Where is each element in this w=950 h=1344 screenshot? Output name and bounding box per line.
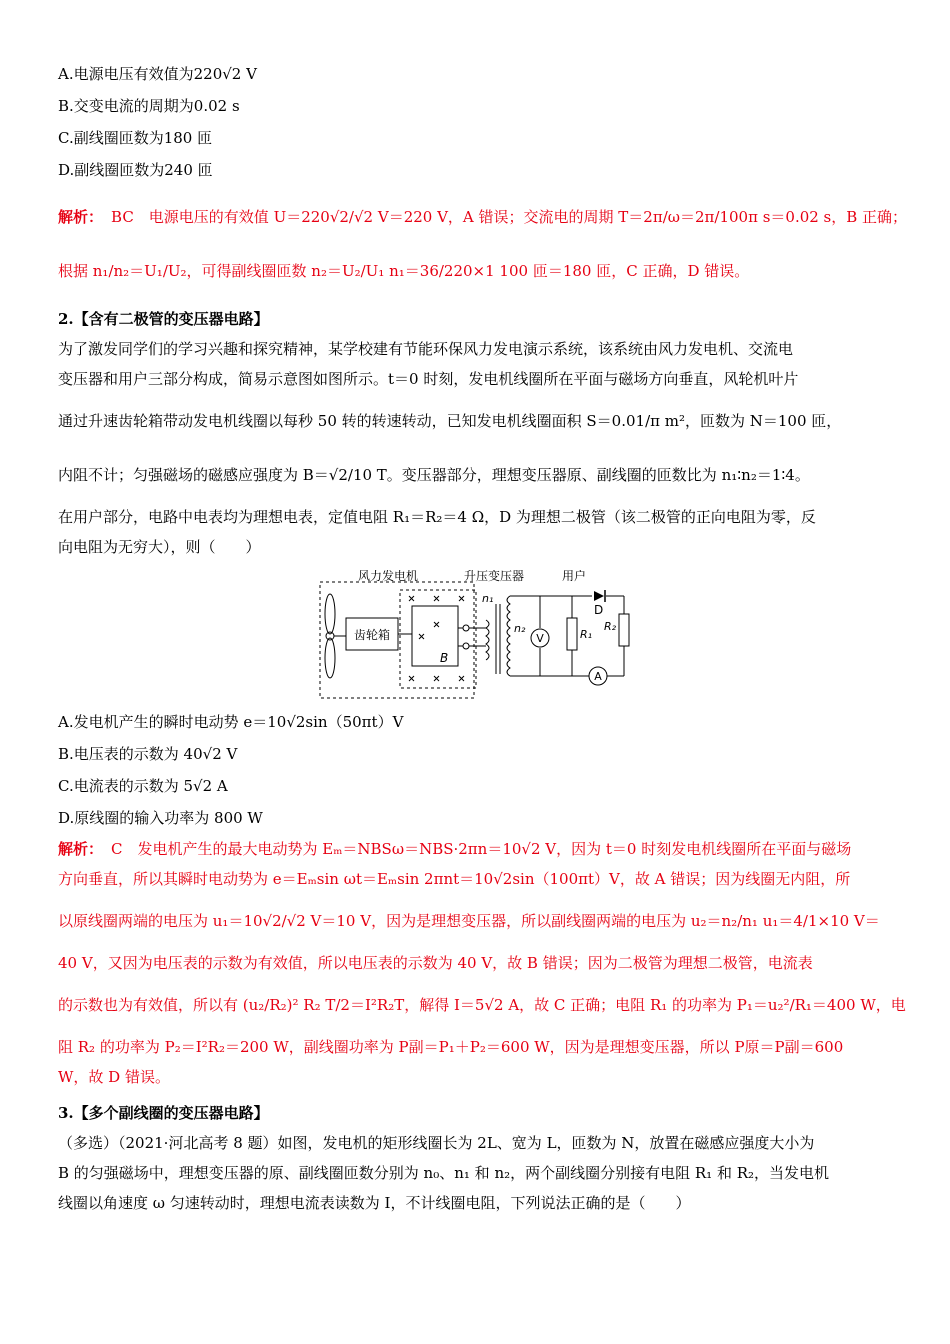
q1-option-c: C.副线圈匝数为180 匝: [58, 129, 213, 147]
q2-stem-line: 变压器和用户三部分构成，简易示意图如图所示。t＝0 时刻，发电机线圈所在平面与磁场方向垂直，风轮机叶片: [58, 370, 799, 388]
svg-text:A: A: [594, 670, 602, 683]
label-r2: R₂: [604, 620, 617, 633]
field-cross-icons: [409, 596, 464, 681]
q2-answer-label: 解析：: [58, 840, 104, 858]
fan-blade-icon: [325, 638, 335, 678]
label-gearbox: 齿轮箱: [354, 628, 391, 642]
q2-answer-line: C 发电机产生的最大电动势为 Eₘ＝NBSω＝NBS·2πn＝10√2 V，因为 t＝0 时刻发电机线圈所在平面与磁场: [111, 840, 852, 858]
q2-answer-line: 的示数也为有效值，所以有 (u₂/R₂)² R₂ T/2＝I²R₂T，解得 I＝5√2 A，故 C 正确；电阻 R₁ 的功率为 P₁＝u₂²/R₁＝400 W，电: [58, 996, 906, 1014]
q3-stem: [58, 1128, 890, 1218]
q2-answer: [58, 834, 906, 1092]
q2-answer-line: 方向垂直，所以其瞬时电动势为 e＝Eₘsin ωt＝Eₘsin 2πnt＝10√2sin（100πt）V，故 A 错误；因为线圈无内阻，所: [58, 870, 851, 888]
resistor-r2: [619, 614, 629, 646]
q1-options: [58, 58, 890, 186]
q1-answer-label: 解析：: [58, 208, 104, 226]
q2-stem-line: 通过升速齿轮箱带动发电机线圈以每秒 50 转的转速转动，已知发电机线圈面积 S＝0.01/π m²，匝数为 N＝100 匝，: [58, 412, 842, 430]
resistor-r1: [567, 618, 577, 650]
q1-option-d: D.副线圈匝数为240 匝: [58, 161, 213, 179]
ammeter-icon: [589, 667, 607, 685]
q2-answer-line: W，故 D 错误。: [58, 1068, 170, 1086]
q2-stem: [58, 334, 890, 562]
q2-stem-line: 内阻不计；匀强磁场的磁感应强度为 B＝√2/10 T。变压器部分，理想变压器原、副线圈的匝数比为 n₁∶n₂＝1∶4。: [58, 466, 810, 484]
q2-option-a: A.发电机产生的瞬时电动势 e＝10√2sin（50πt）V: [58, 713, 404, 731]
q2-stem-line: 为了激发同学们的学习兴趣和探究精神，某学校建有节能环保风力发电演示系统，该系统由风力发电机、交流电: [58, 340, 794, 358]
generator-box: [320, 582, 474, 698]
fan-hub-icon: [326, 632, 334, 640]
q2-option-b: B.电压表的示数为 40√2 V: [58, 745, 238, 763]
q2-options: [58, 706, 890, 834]
slip-ring-icon: [463, 643, 469, 649]
secondary-coil-icon: [507, 596, 510, 676]
q2-heading: 2.【含有二极管的变压器电路】: [58, 310, 269, 328]
diode-icon: [592, 590, 606, 602]
q2-answer-line: 40 V，又因为电压表的示数为有效值，所以电压表的示数为 40 V，故 B 错误；因为二极管为理想二极管，电流表: [58, 954, 813, 972]
q3-heading: 3.【多个副线圈的变压器电路】: [58, 1104, 269, 1122]
svg-text:V: V: [536, 632, 544, 645]
q1-option-b: B.交变电流的周期为0.02 s: [58, 97, 240, 115]
circuit-diagram-svg: [316, 570, 636, 700]
primary-coil-icon: [486, 620, 489, 660]
q2-stem-line: 向电阻为无穷大），则（ ）: [58, 538, 261, 556]
q1-answer-text-1: BC 电源电压的有效值 U＝220√2/√2 V＝220 V，A 错误；交流电的周期 T＝2π/ω＝2π/100π s＝0.02 s，B 正确；: [111, 208, 908, 226]
q2-answer-line: 以原线圈两端的电压为 u₁＝10√2/√2 V＝10 V，因为是理想变压器，所以副线圈两端的电压为 u₂＝n₂/n₁ u₁＝4/1×10 V＝: [58, 912, 880, 930]
voltmeter-icon: [531, 629, 549, 647]
field-region: [400, 590, 476, 688]
q1-answer: [58, 190, 908, 298]
q2-option-d: D.原线圈的输入功率为 800 W: [58, 809, 263, 827]
circuit-diagram: [316, 570, 636, 700]
q3-stem-line: （多选）（2021·河北高考 8 题）如图，发电机的矩形线圈长为 2L、宽为 L，匝数为 N，放置在磁感应强度大小为: [58, 1134, 815, 1152]
fan-blade-icon: [325, 594, 335, 634]
label-b: B: [440, 651, 449, 665]
label-user: 用户: [562, 570, 587, 583]
label-transformer: 升压变压器: [464, 570, 525, 583]
label-n2: n₂: [514, 622, 526, 635]
label-r1: R₁: [580, 628, 593, 641]
label-d: D: [594, 603, 604, 617]
q3-stem-line: B 的匀强磁场中，理想变压器的原、副线圈匝数分别为 n₀、n₁ 和 n₂，两个副线圈分别接有电阻 R₁ 和 R₂，当发电机: [58, 1164, 830, 1182]
q1-option-a: A.电源电压有效值为220√2 V: [58, 65, 257, 83]
label-n1: n₁: [482, 592, 494, 605]
generator-coil: [412, 606, 458, 666]
slip-ring-icon: [463, 625, 469, 631]
q2-answer-line: 阻 R₂ 的功率为 P₂＝I²R₂＝200 W，副线圈功率为 P副＝P₁＋P₂＝600 W，因为是理想变压器，所以 P原＝P副＝600: [58, 1038, 844, 1056]
q1-answer-text-2: 根据 n₁/n₂＝U₁/U₂，可得副线圈匝数 n₂＝U₂/U₁ n₁＝36/220×1 100 匝＝180 匝，C 正确，D 错误。: [58, 262, 750, 280]
document-page: [58, 58, 908, 1218]
q3-stem-line: 线圈以角速度 ω 匀速转动时，理想电流表读数为 I，不计线圈电阻，下列说法正确的是（ ）: [58, 1194, 691, 1212]
q2-stem-line: 在用户部分，电路中电表均为理想电表，定值电阻 R₁＝R₂＝4 Ω，D 为理想二极管（该二极管的正向电阻为零，反: [58, 508, 816, 526]
q2-option-c: C.电流表的示数为 5√2 A: [58, 777, 228, 795]
label-generator: 风力发电机: [358, 570, 419, 583]
